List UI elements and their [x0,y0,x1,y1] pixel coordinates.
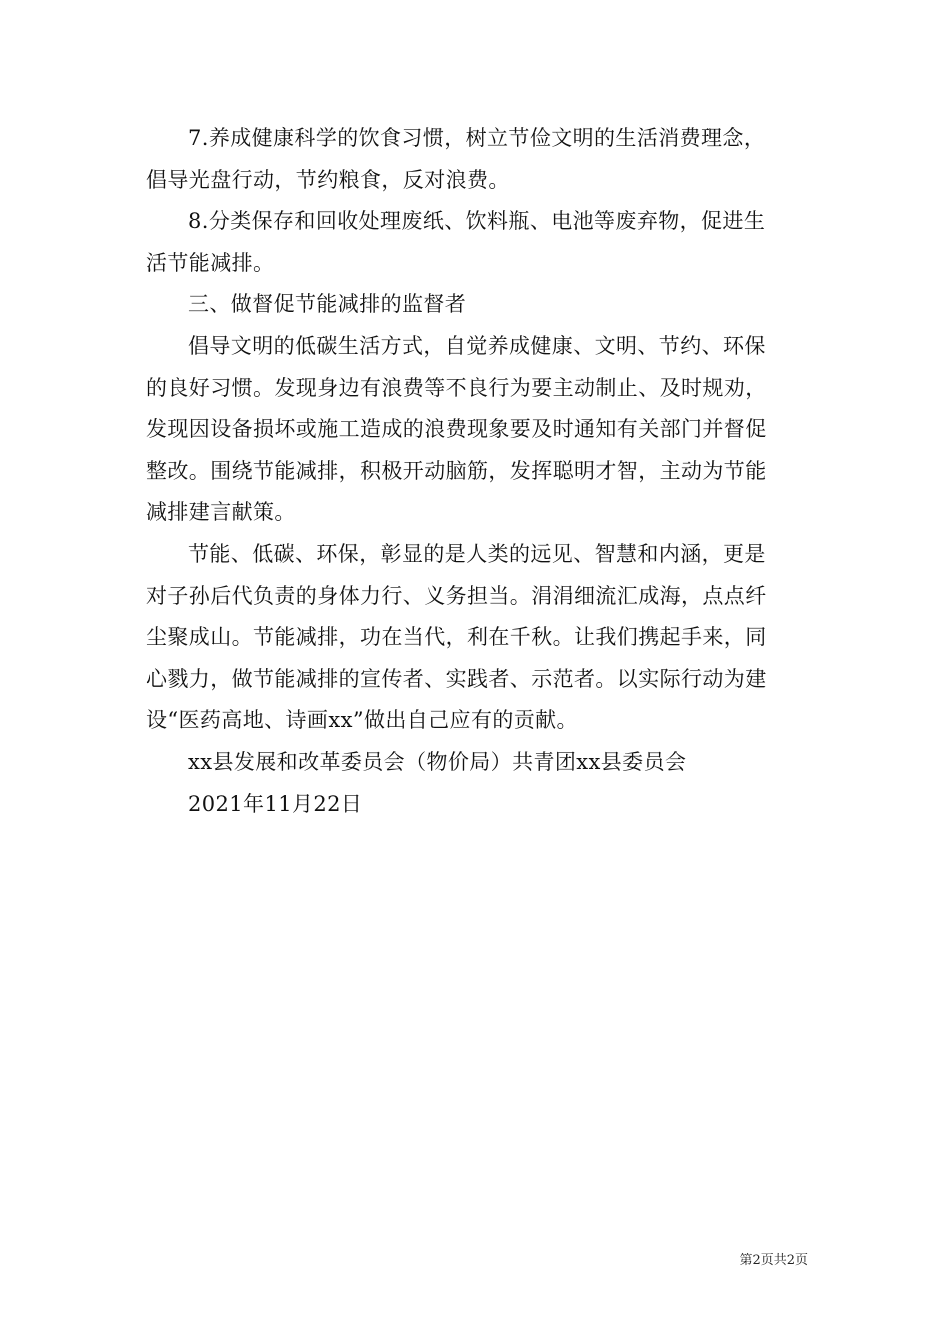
paragraph-item-7 [146,118,808,201]
text-line: 8.分类保存和回收处理废纸、饮料瓶、电池等废弃物，促进生 [188,209,766,234]
text-line: 尘聚成山。节能减排，功在当代，利在千秋。让我们携起手来，同 [146,625,767,650]
page-number: 第2页共2页 [739,1253,808,1268]
text-line: 对子孙后代负责的身体力行、义务担当。涓涓细流汇成海，点点纤 [146,583,767,608]
text-line: 设“医药高地、诗画xx”做出自己应有的贡献。 [146,708,578,733]
text-line: 整改。围绕节能减排，积极开动脑筋，发挥聪明才智，主动为节能 [146,458,767,483]
paragraph-closing [146,534,808,742]
text-line: 7.养成健康科学的饮食习惯，树立节俭文明的生活消费理念， [188,126,766,150]
signature-date [146,784,808,826]
text-line: 倡导文明的低碳生活方式，自觉养成健康、文明、节约、环保 [188,333,766,358]
text-line: 发现因设备损坏或施工造成的浪费现象要及时通知有关部门并督促 [146,417,767,442]
document-body [146,118,808,825]
section-heading [146,284,808,326]
signature-text: xx县发展和改革委员会（物价局）共青团xx县委员会 [188,749,687,774]
text-line: 的良好习惯。发现身边有浪费等不良行为要主动制止、及时规劝， [146,375,767,400]
text-line: 活节能减排。 [146,250,275,275]
signature-organizations [146,742,808,784]
page-number-footer [0,1249,950,1268]
paragraph-advocacy [146,326,808,534]
paragraph-item-8 [146,201,808,284]
text-line: 节能、低碳、环保，彰显的是人类的远见、智慧和内涵，更是 [188,541,766,566]
date-text: 2021年11月22日 [188,791,363,816]
heading-text: 三、做督促节能减排的监督者 [188,292,467,317]
text-line: 倡导光盘行动，节约粮食，反对浪费。 [146,167,510,192]
text-line: 减排建言献策。 [146,500,296,525]
text-line: 心戮力，做节能减排的宣传者、实践者、示范者。以实际行动为建 [146,666,767,691]
